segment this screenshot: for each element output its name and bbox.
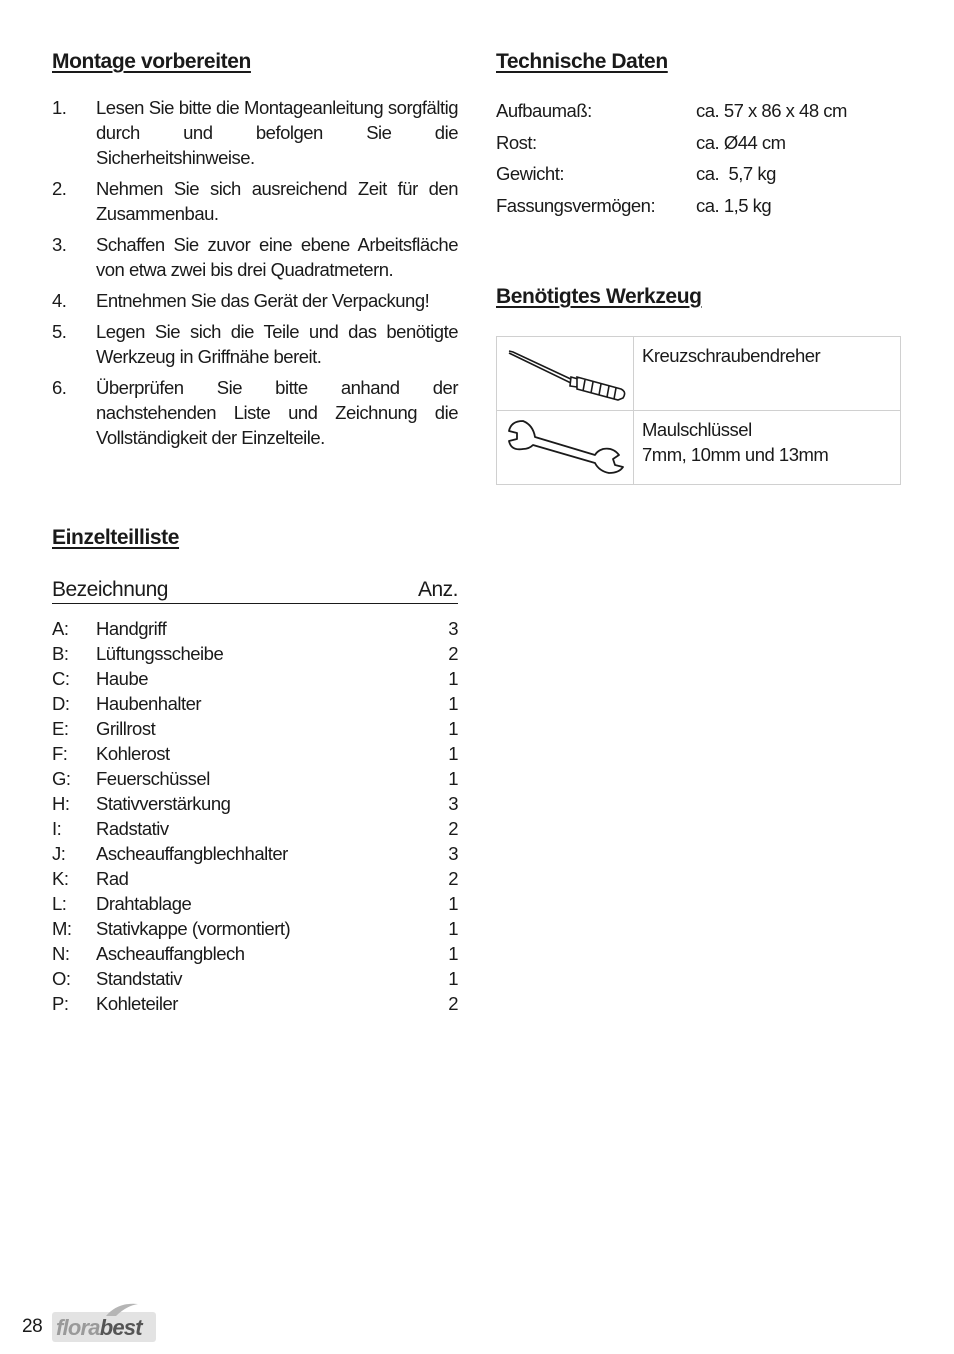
parts-header-name: Bezeichnung xyxy=(52,578,168,601)
part-qty: 1 xyxy=(448,693,458,714)
step-text: Entnehmen Sie das Gerät der Verpackung! xyxy=(96,290,430,311)
step-number: 4. xyxy=(52,290,67,311)
tool-row-screwdriver xyxy=(497,337,901,411)
tech-data-label: Aufbaumaß: xyxy=(496,100,592,122)
part-name: Feuerschüssel xyxy=(96,768,210,789)
part-row xyxy=(52,841,458,866)
part-letter: C: xyxy=(52,668,70,689)
montage-step xyxy=(52,319,458,369)
part-row xyxy=(52,641,458,666)
tech-data-heading: Technische Daten xyxy=(496,50,668,73)
part-row xyxy=(52,816,458,841)
part-name: Stativverstärkung xyxy=(96,793,231,814)
step-number: 1. xyxy=(52,97,67,118)
part-letter: J: xyxy=(52,843,66,864)
logo-part-flora: flora xyxy=(56,1315,100,1340)
step-number: 6. xyxy=(52,377,67,398)
tech-data-value: ca. 1,5 kg xyxy=(696,194,772,216)
part-qty: 1 xyxy=(448,743,458,764)
parts-list xyxy=(52,616,458,1016)
tech-data-value: ca. 5,7 kg xyxy=(696,163,776,185)
part-qty: 1 xyxy=(448,943,458,964)
tech-data-value: ca. 57 x 86 x 48 cm xyxy=(696,100,847,122)
part-row xyxy=(52,716,458,741)
part-row xyxy=(52,791,458,816)
part-letter: M: xyxy=(52,918,72,939)
part-letter: E: xyxy=(52,718,69,739)
part-row xyxy=(52,616,458,641)
florabest-logo xyxy=(52,1300,156,1344)
part-qty: 1 xyxy=(448,718,458,739)
tool-sizes: 7mm, 10mm und 13mm xyxy=(642,444,829,465)
step-number: 2. xyxy=(52,178,67,199)
part-name: Rad xyxy=(96,868,129,889)
part-row xyxy=(52,916,458,941)
logo-text xyxy=(56,1314,142,1342)
part-name: Standstativ xyxy=(96,968,183,989)
part-qty: 2 xyxy=(448,868,458,889)
part-name: Kohleteiler xyxy=(96,993,178,1014)
tool-name-cell xyxy=(634,411,901,485)
part-letter: P: xyxy=(52,993,69,1014)
page-number: 28 xyxy=(22,1316,43,1337)
part-qty: 2 xyxy=(448,818,458,839)
step-text: Lesen Sie bitte die Montageanleitung sorgfältig durch und befolgen Sie die Sicherheitshinweise. xyxy=(96,97,458,168)
screwdriver-icon xyxy=(503,341,627,401)
part-qty: 2 xyxy=(448,993,458,1014)
part-letter: O: xyxy=(52,968,71,989)
montage-step xyxy=(52,232,458,282)
step-number: 5. xyxy=(52,321,67,342)
part-letter: H: xyxy=(52,793,70,814)
tool-icon-cell xyxy=(497,337,634,411)
part-qty: 3 xyxy=(448,618,458,639)
montage-heading: Montage vorbereiten xyxy=(52,50,251,73)
part-name: Stativkappe (vormontiert) xyxy=(96,918,291,939)
part-name: Lüftungsscheibe xyxy=(96,643,224,664)
part-row xyxy=(52,741,458,766)
tech-data-row xyxy=(496,127,906,159)
montage-steps-list xyxy=(52,95,458,456)
tools-heading: Benötigtes Werkzeug xyxy=(496,285,702,308)
part-name: Grillrost xyxy=(96,718,156,739)
wrench-icon xyxy=(503,413,627,477)
part-letter: N: xyxy=(52,943,70,964)
tech-data-row xyxy=(496,95,906,127)
part-name: Radstativ xyxy=(96,818,169,839)
part-name: Ascheauffangblechhalter xyxy=(96,843,288,864)
montage-step xyxy=(52,288,458,313)
logo-part-best: best xyxy=(99,1315,142,1340)
parts-heading: Einzelteilliste xyxy=(52,526,180,549)
part-row xyxy=(52,666,458,691)
tool-row-wrench xyxy=(497,411,901,485)
step-text: Nehmen Sie sich ausreichend Zeit für den Zusammenbau. xyxy=(96,178,458,224)
tool-name: Maulschlüssel xyxy=(642,419,752,440)
tool-name-cell xyxy=(634,337,901,411)
tech-data-label: Rost: xyxy=(496,131,537,153)
parts-header-row xyxy=(52,577,458,604)
part-name: Kohlerost xyxy=(96,743,170,764)
part-name: Drahtablage xyxy=(96,893,192,914)
part-name: Haubenhalter xyxy=(96,693,202,714)
parts-header-qty: Anz. xyxy=(417,578,458,601)
tech-data-row xyxy=(496,190,906,222)
tech-data-row xyxy=(496,158,906,190)
part-qty: 3 xyxy=(448,843,458,864)
montage-step xyxy=(52,95,458,170)
montage-step xyxy=(52,375,458,450)
tools-table xyxy=(496,336,901,485)
tool-name: Kreuzschraubendreher xyxy=(642,345,821,366)
part-qty: 3 xyxy=(448,793,458,814)
tech-data-label: Fassungsvermögen: xyxy=(496,194,656,216)
tech-data-value: ca. Ø44 cm xyxy=(696,131,786,153)
part-row xyxy=(52,866,458,891)
tech-data-table xyxy=(496,95,906,221)
part-letter: A: xyxy=(52,618,69,639)
tool-icon-cell xyxy=(497,411,634,485)
part-qty: 1 xyxy=(448,668,458,689)
part-letter: G: xyxy=(52,768,71,789)
step-number: 3. xyxy=(52,234,67,255)
part-letter: I: xyxy=(52,818,62,839)
step-text: Legen Sie sich die Teile und das benötigte Werkzeug in Griffnähe bereit. xyxy=(96,321,458,367)
part-letter: K: xyxy=(52,868,69,889)
part-qty: 1 xyxy=(448,893,458,914)
part-letter: L: xyxy=(52,893,67,914)
part-row xyxy=(52,941,458,966)
part-letter: F: xyxy=(52,743,68,764)
part-row xyxy=(52,991,458,1016)
part-name: Handgriff xyxy=(96,618,167,639)
part-name: Ascheauffangblech xyxy=(96,943,245,964)
part-letter: B: xyxy=(52,643,69,664)
montage-step xyxy=(52,176,458,226)
tech-data-label: Gewicht: xyxy=(496,163,564,185)
part-qty: 1 xyxy=(448,918,458,939)
part-row xyxy=(52,966,458,991)
part-letter: D: xyxy=(52,693,70,714)
step-text: Schaffen Sie zuvor eine ebene Arbeitsfläche von etwa zwei bis drei Quadratmetern. xyxy=(96,234,458,280)
part-row xyxy=(52,691,458,716)
part-qty: 1 xyxy=(448,768,458,789)
part-row xyxy=(52,766,458,791)
part-qty: 1 xyxy=(448,968,458,989)
part-row xyxy=(52,891,458,916)
part-name: Haube xyxy=(96,668,149,689)
step-text: Überprüfen Sie bitte anhand der nachstehenden Liste und Zeichnung die Vollständigkeit der Einzelteile. xyxy=(96,377,458,448)
part-qty: 2 xyxy=(448,643,458,664)
